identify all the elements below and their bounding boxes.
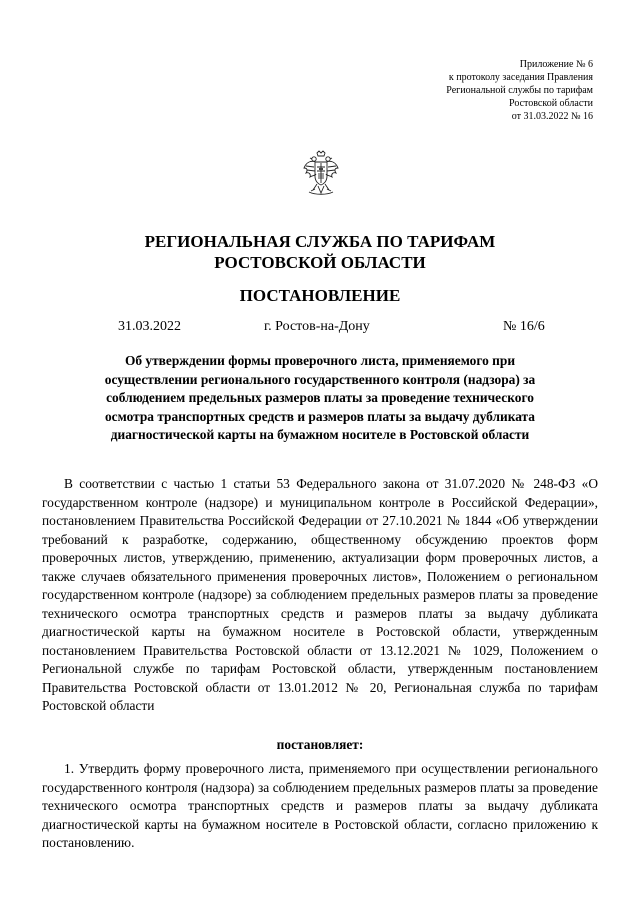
appendix-line: Приложение № 6 [519, 59, 593, 70]
decrees-heading: постановляет: [276, 737, 364, 752]
document-subject: Об утверждении формы проверочного листа, применяемого при осуществлении регионального государственного контроля (надзора) за соблюдением предельных размеров платы за проведение технического осмотра транспортных средств и размеров платы за выдачу дубликата диагностической карты на бумажном носителе в Ростовской области [104, 353, 536, 442]
coat-of-arms-icon [303, 150, 339, 196]
appendix-line: Ростовской области [509, 98, 593, 109]
organization-title-line: РОСТОВСКОЙ ОБЛАСТИ [214, 253, 426, 272]
document-type-heading: ПОСТАНОВЛЕНИЕ [239, 286, 401, 305]
appendix-note [446, 58, 593, 123]
organization-title [60, 231, 580, 273]
appendix-line: от 31.03.2022 № 16 [511, 111, 593, 122]
preamble-paragraph: В соответствии с частью 1 статьи 53 Федерального закона от 31.07.2020 № 248-ФЗ «О государственном контроле (надзоре) и муниципальном контроле в Российской Федерации», постановлением Правительства Российской Федерации от 27.10.2021 № 1844 «Об утверждении требований к разработке, содержанию, общественному обсуждению проектов форм проверочных листов, утверждению, применению, актуализации форм проверочных листов, а также случаев обязательного применения проверочных листов», Положением о региональном государственном контроле (надзоре) за соблюдением предельных размеров платы за проведение технического осмотра транспортных средств и размеров платы за выдачу дубликата диагностической карты на бумажном носителе в Ростовской области, утвержденным постановлением Правительства Ростовской области от 13.12.2021 № 1029, Положением о Региональной службе по тарифам Ростовской области, утвержденным постановлением Правительства Ростовской области от 13.01.2012 № 20, Региональная служба по тарифам Ростовской области [42, 476, 598, 713]
document-number: № 16/6 [503, 319, 545, 334]
organization-title-line: РЕГИОНАЛЬНАЯ СЛУЖБА ПО ТАРИФАМ [144, 232, 496, 251]
appendix-line: Региональной службы по тарифам [446, 85, 593, 96]
appendix-line: к протоколу заседания Правления [448, 72, 593, 83]
document-date: 31.03.2022 [118, 319, 181, 334]
document-city: г. Ростов-на-Дону [264, 319, 370, 334]
resolution-item-1: 1. Утвердить форму проверочного листа, применяемого при осуществлении регионального государственного контроля (надзора) за соблюдением предельных размеров платы за проведение технического осмотра транспортных средств и размеров платы за выдачу дубликата диагностической карты на бумажном носителе в Ростовской области, согласно приложению к постановлению. [42, 761, 598, 850]
